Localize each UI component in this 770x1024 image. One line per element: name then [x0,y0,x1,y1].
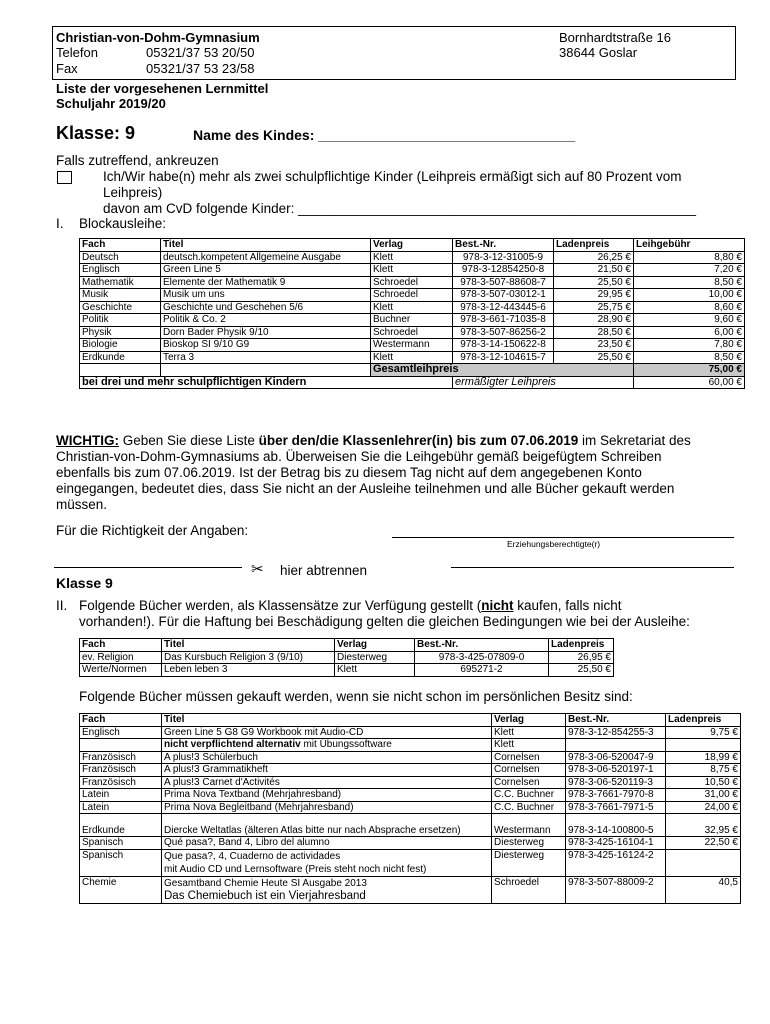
table-row [80,751,741,764]
kaufliste-table [79,713,741,904]
cell: 22,50 € [666,837,741,850]
col-header: Titel [161,239,371,252]
cell: 978-3-507-88608-7 [453,276,554,289]
cell: Werte/Normen [80,664,162,677]
cell: Klett [335,664,415,677]
cut-line-left [54,567,242,568]
cell: 31,00 € [666,789,741,802]
table-row [80,326,745,339]
cell: Prima Nova Begleitband (Mehrjahresband) [162,801,492,814]
notice-text: Geben Sie diese Liste [119,433,259,448]
wichtig-label: WICHTIG: [56,433,119,448]
siblings-text-2: Leihpreis) [103,185,163,200]
cut-text: hier abtrennen [280,563,368,578]
col-header: Ladenpreis [666,714,741,727]
phone-number: 05321/37 53 20/50 [146,45,255,60]
cell: 978-3-12854250-8 [453,264,554,277]
cell: 978-3-12-854255-3 [566,726,666,739]
cell [566,739,666,752]
table-header-row [80,639,614,652]
cell: Prima Nova Textband (Mehrjahresband) [162,789,492,802]
cell: Klett [371,264,453,277]
cell: 978-3-507-86256-2 [453,326,554,339]
cell: 26,95 € [549,651,614,664]
cell: Englisch [80,726,162,739]
cell: 978-3-7661-7971-5 [566,801,666,814]
cell: 23,50 € [554,339,634,352]
cell: 978-3-06-520197-1 [566,764,666,777]
col-header: Titel [162,639,335,652]
siblings-checkbox[interactable] [57,171,72,184]
siblings-text: Ich/Wir habe(n) mehr als zwei schulpflichtige Kinder (Leihpreis ermäßigt sich auf 80 Prozent vom [103,169,682,184]
school-year: Schuljahr 2019/20 [56,96,166,111]
table-row [80,776,741,789]
table-row [80,276,745,289]
table-row [80,351,745,364]
cell: ev. Religion [80,651,162,664]
cell: 695271-2 [415,664,549,677]
notice-line2: Christian-von-Dohm-Gymnasiums ab. Überweisen Sie die Leihgebühr gemäß beigefügtem Schreiben [56,449,662,464]
class-heading: Klasse: 9 [56,123,136,143]
col-header: Ladenpreis [549,639,614,652]
cell: 25,50 € [554,276,634,289]
cell: 7,80 € [634,339,745,352]
cell: 978-3-12-31005-9 [453,251,554,264]
table-row [80,264,745,277]
col-header: Best.-Nr. [566,714,666,727]
section2-text-a: Folgende Bücher werden, als Klassensätze zur Verfügung gestellt ( [79,598,482,613]
table-header-row [80,239,745,252]
cell: 32,95 € [666,814,741,837]
cell: Bioskop SI 9/10 G9 [161,339,371,352]
cell: 978-3-12-443445-6 [453,301,554,314]
cell: Mathematik [80,276,161,289]
falls-text: Falls zutreffend, ankreuzen [56,153,219,168]
table-row [80,814,741,837]
cell: 25,50 € [549,664,614,677]
cell: deutsch.kompetent Allgemeine Ausgabe [161,251,371,264]
cell: Buchner [371,314,453,327]
cell: 9,75 € [666,726,741,739]
cell: Cornelsen [492,764,566,777]
cell: 24,00 € [666,801,741,814]
cell [666,739,741,752]
table-row [80,764,741,777]
cell: 8,60 € [634,301,745,314]
cell: Latein [80,789,162,802]
col-header: Ladenpreis [554,239,634,252]
cell [162,849,492,876]
table-row [80,739,741,752]
col-header: Best.-Nr. [453,239,554,252]
col-header: Verlag [335,639,415,652]
table-row [80,339,745,352]
cell: 26,25 € [554,251,634,264]
cell: Cornelsen [492,776,566,789]
cell: Politik [80,314,161,327]
col-header: Fach [80,239,161,252]
cell: 8,75 € [666,764,741,777]
cell: 978-3-425-16124-2 [566,849,666,876]
class-heading-2: Klasse 9 [56,575,113,591]
cell: Erdkunde [80,814,162,837]
table-row [80,849,741,876]
fax-label: Fax [56,61,78,76]
city: 38644 Goslar [559,45,638,60]
cell: 978-3-14-100800-5 [566,814,666,837]
notice-line1 [56,433,691,449]
col-header: Best.-Nr. [415,639,549,652]
cell: 29,95 € [554,289,634,302]
col-header: Leihgebühr [634,239,745,252]
cell: 10,50 € [666,776,741,789]
table-header-row [80,714,741,727]
reduced-sub: ermäßigter Leihpreis [453,376,634,389]
cut-line-right [451,567,734,568]
table-row [80,801,741,814]
cell: 40,5 [666,876,741,903]
col-header: Titel [162,714,492,727]
cell: Französisch [80,751,162,764]
cell: 25,75 € [554,301,634,314]
cell: Biologie [80,339,161,352]
cell: Westermann [371,339,453,352]
cell: Klett [371,351,453,364]
spanisch-note: mit Audio CD und Lernsoftware (Preis steht noch nicht fest) [164,863,427,875]
cell: 978-3-507-88009-2 [566,876,666,903]
section2-line2: vorhanden!). Für die Haftung bei Beschädigung gelten die gleichen Bedingungen wie bei der Ausleihe: [79,614,690,629]
section2-line1 [79,598,622,613]
table-row [80,251,745,264]
cell: Diercke Weltatlas (älteren Atlas bitte nur nach Absprache ersetzen) [162,814,492,837]
cell: Musik um uns [161,289,371,302]
cell: Klett [371,251,453,264]
cell: Diesterweg [492,849,566,876]
cell: 8,80 € [634,251,745,264]
signature-caption: Erziehungsberechtigte(r) [507,539,601,549]
reduced-value: 60,00 € [634,376,745,389]
notice-line3: ebenfalls bis zum 07.06.2019. Ist der Betrag bis zu diesem Tag nicht auf dem angegebenen Konto [56,465,642,480]
cell: C.C. Buchner [492,801,566,814]
cell: 10,00 € [634,289,745,302]
cell: Elemente der Mathematik 9 [161,276,371,289]
section1-title: Blockausleihe: [79,216,167,231]
cell: Politik & Co. 2 [161,314,371,327]
col-header: Fach [80,639,162,652]
cell: 28,50 € [554,326,634,339]
cell: Chemie [80,876,162,903]
cell: Schroedel [371,289,453,302]
table-row [80,289,745,302]
cell: Spanisch [80,849,162,876]
cell: Geschichte [80,301,161,314]
school-name: Christian-von-Dohm-Gymnasium [56,30,260,45]
cell: 978-3-06-520119-3 [566,776,666,789]
section1-number: I. [56,216,64,231]
cell: Deutsch [80,251,161,264]
col-header: Verlag [371,239,453,252]
cell: 7,20 € [634,264,745,277]
table-row [80,837,741,850]
cell: 18,99 € [666,751,741,764]
cell: Französisch [80,764,162,777]
chemie-note: Das Chemiebuch ist ein Vierjahresband [164,889,366,902]
cell: Schroedel [371,326,453,339]
cell: 978-3-14-150622-8 [453,339,554,352]
cell: Das Kursbuch Religion 3 (9/10) [162,651,335,664]
cell: A plus!3 Grammatikheft [162,764,492,777]
total-value: 75,00 € [634,364,745,377]
cell: 25,50 € [554,351,634,364]
cell: Diesterweg [335,651,415,664]
cell: C.C. Buchner [492,789,566,802]
chemie-title: Gesamtband Chemie Heute SI Ausgabe 2013 [164,877,367,889]
signature-line[interactable] [392,537,734,538]
scissors-icon: ✂ [251,561,264,578]
cell: Klett [371,301,453,314]
col-header: Verlag [492,714,566,727]
section2-text-c: kaufen, falls nicht [513,598,622,613]
child-name-field[interactable]: Name des Kindes: _________________________________ [193,127,576,143]
cell: 978-3-507-03012-1 [453,289,554,302]
cell: Terra 3 [161,351,371,364]
table-row [80,726,741,739]
cell: Erdkunde [80,351,161,364]
section2-number: II. [56,598,68,613]
cell: Spanisch [80,837,162,850]
cell: Diesterweg [492,837,566,850]
cell: Green Line 5 G8 G9 Workbook mit Audio-CD [162,726,492,739]
cell: Green Line 5 [161,264,371,277]
table-row [80,876,741,903]
cell: 6,00 € [634,326,745,339]
cell: Klett [492,726,566,739]
cell [162,739,492,752]
notice-line5: müssen. [56,497,108,512]
cell: 978-3-12-104615-7 [453,351,554,364]
cell: A plus!3 Carnet d'Activités [162,776,492,789]
cell [666,849,741,876]
cell: A plus!3 Schülerbuch [162,751,492,764]
blockausleihe-table [79,238,745,389]
cell: 978-3-661-71035-8 [453,314,554,327]
cell: 978-3-06-520047-9 [566,751,666,764]
list-title: Liste der vorgesehenen Lernmittel [56,81,269,96]
optional-suffix: mit Übungssoftware [300,739,392,751]
cell: 28,90 € [554,314,634,327]
cell: Westermann [492,814,566,837]
table-row [80,789,741,802]
cell: Schroedel [492,876,566,903]
cell: Geschichte und Geschehen 5/6 [161,301,371,314]
cell: Französisch [80,776,162,789]
cell: 978-3-425-07809-0 [415,651,549,664]
total-label: Gesamtleihpreis [371,364,634,377]
cell: Dorn Bader Physik 9/10 [161,326,371,339]
table-row [80,664,614,677]
street: Bornhardtstraße 16 [559,30,672,45]
cell: Qué pasa?, Band 4, Libro del alumno [162,837,492,850]
deadline-text: über den/die Klassenlehrer(in) bis zum 07.06.2019 [258,433,579,448]
correctness-text: Für die Richtigkeit der Angaben: [56,523,249,538]
phone-label: Telefon [56,45,98,60]
total-row [80,364,745,377]
optional-label: nicht verpflichtend alternativ [164,739,301,751]
col-header: Fach [80,714,162,727]
cell: Englisch [80,264,161,277]
table-row [80,314,745,327]
notice-text-end: im Sekretariat des [578,433,691,448]
spanisch-title: Que pasa?, 4, Cuaderno de actividades [164,850,341,862]
cell: 8,50 € [634,276,745,289]
cell: Schroedel [371,276,453,289]
section3-text: Folgende Bücher müssen gekauft werden, wenn sie nicht schon im persönlichen Besitz sind: [79,689,633,704]
cell: Klett [492,739,566,752]
klassensatz-table [79,638,614,677]
cell: Leben leben 3 [162,664,335,677]
table-row [80,301,745,314]
cell: Physik [80,326,161,339]
cell: 9,60 € [634,314,745,327]
reduced-row [80,376,745,389]
cell: Latein [80,801,162,814]
siblings-names-field[interactable]: davon am CvD folgende Kinder: _____________________________________________________ [103,201,697,216]
reduced-label: bei drei und mehr schulpflichtigen Kindern [80,376,453,389]
fax-number: 05321/37 53 23/58 [146,61,255,76]
cell [162,876,492,903]
cell [80,739,162,752]
cell: 978-3-425-16104-1 [566,837,666,850]
cell: Musik [80,289,161,302]
notice-line4: eingegangen, bedeutet dies, dass Sie nicht an der Ausleihe teilnehmen und alle Bücher gekauft werden [56,481,675,496]
cell: Cornelsen [492,751,566,764]
table-row [80,651,614,664]
cell: 21,50 € [554,264,634,277]
cell: 8,50 € [634,351,745,364]
cell: 978-3-7661-7970-8 [566,789,666,802]
nicht-label: nicht [481,598,514,613]
